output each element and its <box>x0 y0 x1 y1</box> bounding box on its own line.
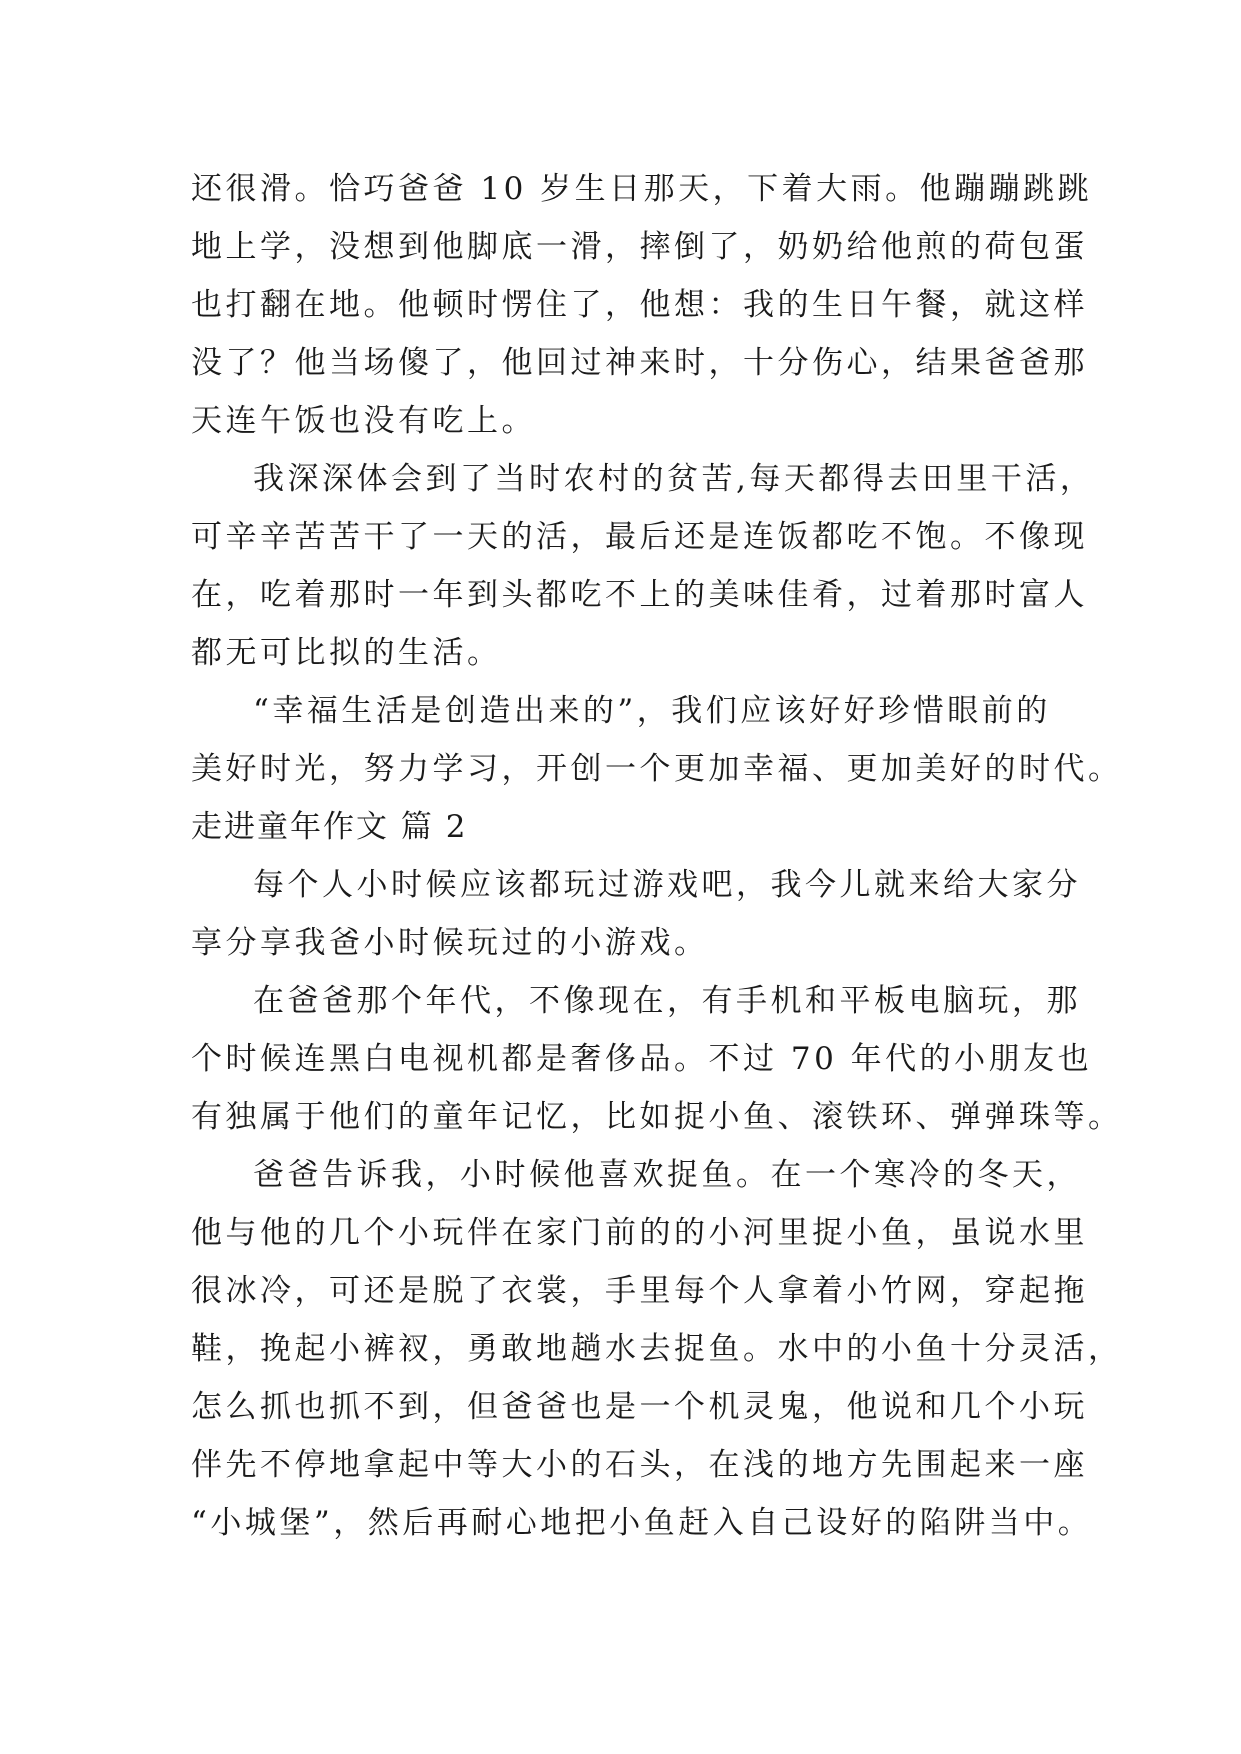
text-line: 他与他的几个小玩伴在家门前的的小河里捉小鱼，虽说水里 <box>191 1215 1088 1251</box>
text-line: “小城堡”，然后再耐心地把小鱼赶入自己设好的陷阱当中。 <box>191 1505 1093 1541</box>
text-line: 爸爸告诉我，小时候他喜欢捉鱼。在一个寒冷的冬天， <box>253 1157 1081 1193</box>
text-line: “幸福生活是创造出来的”，我们应该好好珍惜眼前的 <box>253 693 1051 729</box>
heading-text: 走进童年作文 篇 2 <box>191 809 468 845</box>
text-line: 还很滑。恰巧爸爸 10 岁生日那天，下着大雨。他蹦蹦跳跳 <box>191 171 1093 207</box>
text-line: 都无可比拟的生活。 <box>191 635 502 671</box>
text-line: 没了？他当场傻了，他回过神来时，十分伤心，结果爸爸那 <box>191 345 1088 381</box>
text-line: 享分享我爸小时候玩过的小游戏。 <box>191 925 709 961</box>
section-heading <box>191 798 1071 856</box>
text-line: 伴先不停地拿起中等大小的石头，在浅的地方先围起来一座 <box>191 1447 1088 1483</box>
paragraph <box>191 682 1123 798</box>
text-line: 鞋，挽起小裤衩，勇敢地趟水去捉鱼。水中的小鱼十分灵活， <box>191 1331 1123 1367</box>
paragraph-continuation <box>191 160 1093 450</box>
paragraph <box>191 450 1095 682</box>
text-line: 天连午饭也没有吃上。 <box>191 403 536 439</box>
paragraph <box>191 972 1123 1146</box>
text-line: 有独属于他们的童年记忆，比如捉小鱼、滚铁环、弹弹珠等。 <box>191 1099 1123 1135</box>
text-line: 也打翻在地。他顿时愣住了，他想：我的生日午餐，就这样 <box>191 287 1088 323</box>
text-line: 美好时光，努力学习，开创一个更加幸福、更加美好的时代。 <box>191 751 1123 787</box>
text-line: 很冰冷，可还是脱了衣裳，手里每个人拿着小竹网，穿起拖 <box>191 1273 1088 1309</box>
paragraph <box>191 1146 1123 1552</box>
document-body <box>191 160 1123 1552</box>
text-line: 怎么抓也抓不到，但爸爸也是一个机灵鬼，他说和几个小玩 <box>191 1389 1088 1425</box>
paragraph <box>191 856 1081 972</box>
text-line: 可辛辛苦苦干了一天的活，最后还是连饭都吃不饱。不像现 <box>191 519 1088 555</box>
text-line: 每个人小时候应该都玩过游戏吧，我今儿就来给大家分 <box>253 867 1081 903</box>
text-line: 个时候连黑白电视机都是奢侈品。不过 70 年代的小朋友也 <box>191 1041 1093 1077</box>
text-line: 在，吃着那时一年到头都吃不上的美味佳肴，过着那时富人 <box>191 577 1088 613</box>
text-line: 在爸爸那个年代，不像现在，有手机和平板电脑玩，那 <box>253 983 1081 1019</box>
text-line: 地上学，没想到他脚底一滑，摔倒了，奶奶给他煎的荷包蛋 <box>191 229 1088 265</box>
text-line: 我深深体会到了当时农村的贫苦,每天都得去田里干活， <box>253 461 1095 497</box>
